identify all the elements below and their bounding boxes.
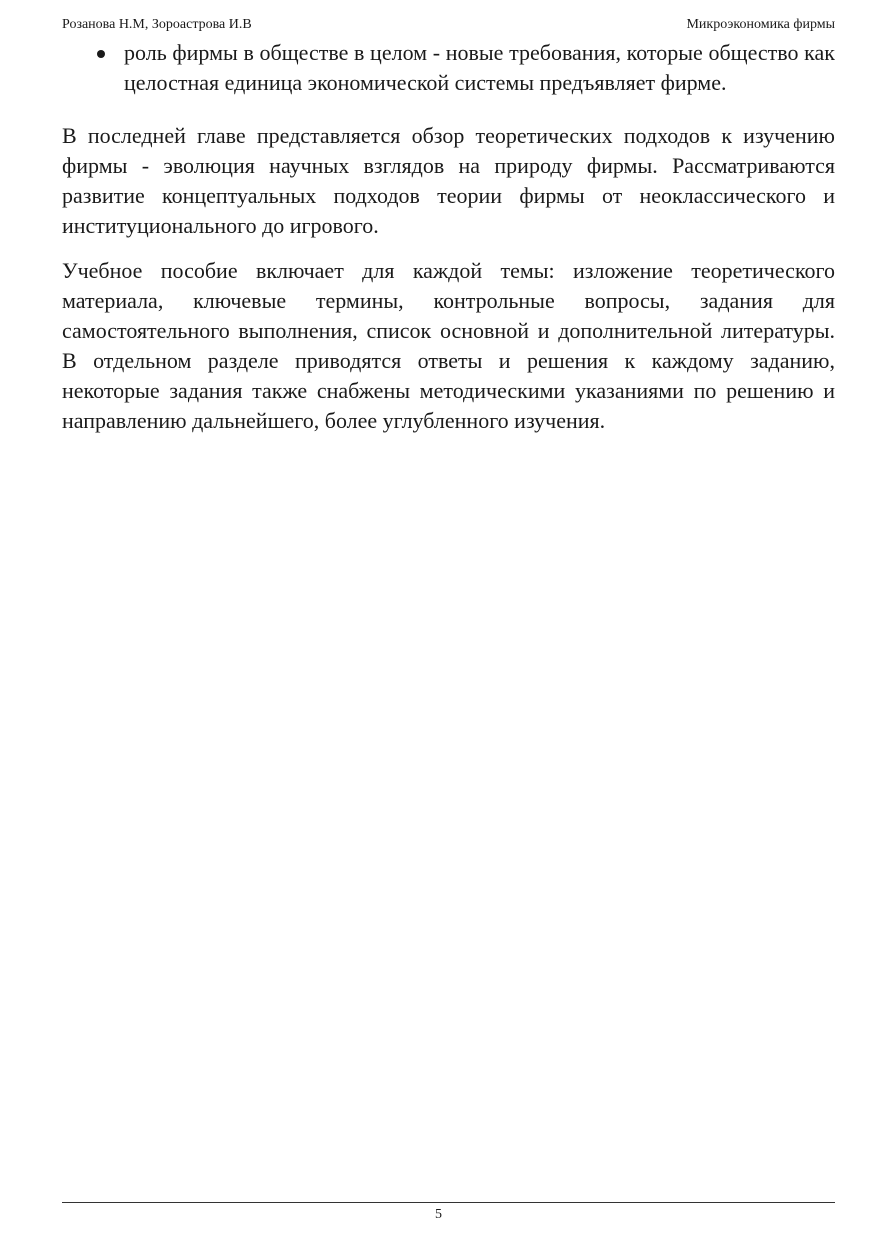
- bullet-icon: [97, 50, 105, 58]
- page-header: [62, 15, 835, 35]
- page-number: 5: [435, 1207, 442, 1222]
- paragraph-textbook-contents: Учебное пособие включает для каждой темы: изложение теоретического материала, ключевые термины, контрольные вопросы, задания для самостоятельного выполнения, список основной и дополнительной литературы. В отдельном разделе приводятся ответы и решения к каждому заданию, некоторые задания также снабжены методическими указаниями по решению и направлению дальнейшего, более углубленного изучения.: [62, 258, 835, 433]
- header-book-title: Микроэкономика фирмы: [686, 17, 835, 32]
- bullet-list: [62, 38, 835, 98]
- header-authors: Розанова Н.М, Зороастрова И.В: [62, 17, 252, 32]
- list-item-text: роль фирмы в обществе в целом - новые требования, которые общество как целостная единица экономической системы предъявляет фирме.: [124, 40, 835, 95]
- page-content: [62, 38, 835, 436]
- footer-divider: [62, 1202, 835, 1203]
- paragraph-last-chapter: В последней главе представляется обзор теоретических подходов к изучению фирмы - эволюция научных взглядов на природу фирмы. Рассматриваются развитие концептуальных подходов теории фирмы от неоклассического и институционального до игрового.: [62, 123, 835, 238]
- list-item: [124, 38, 835, 98]
